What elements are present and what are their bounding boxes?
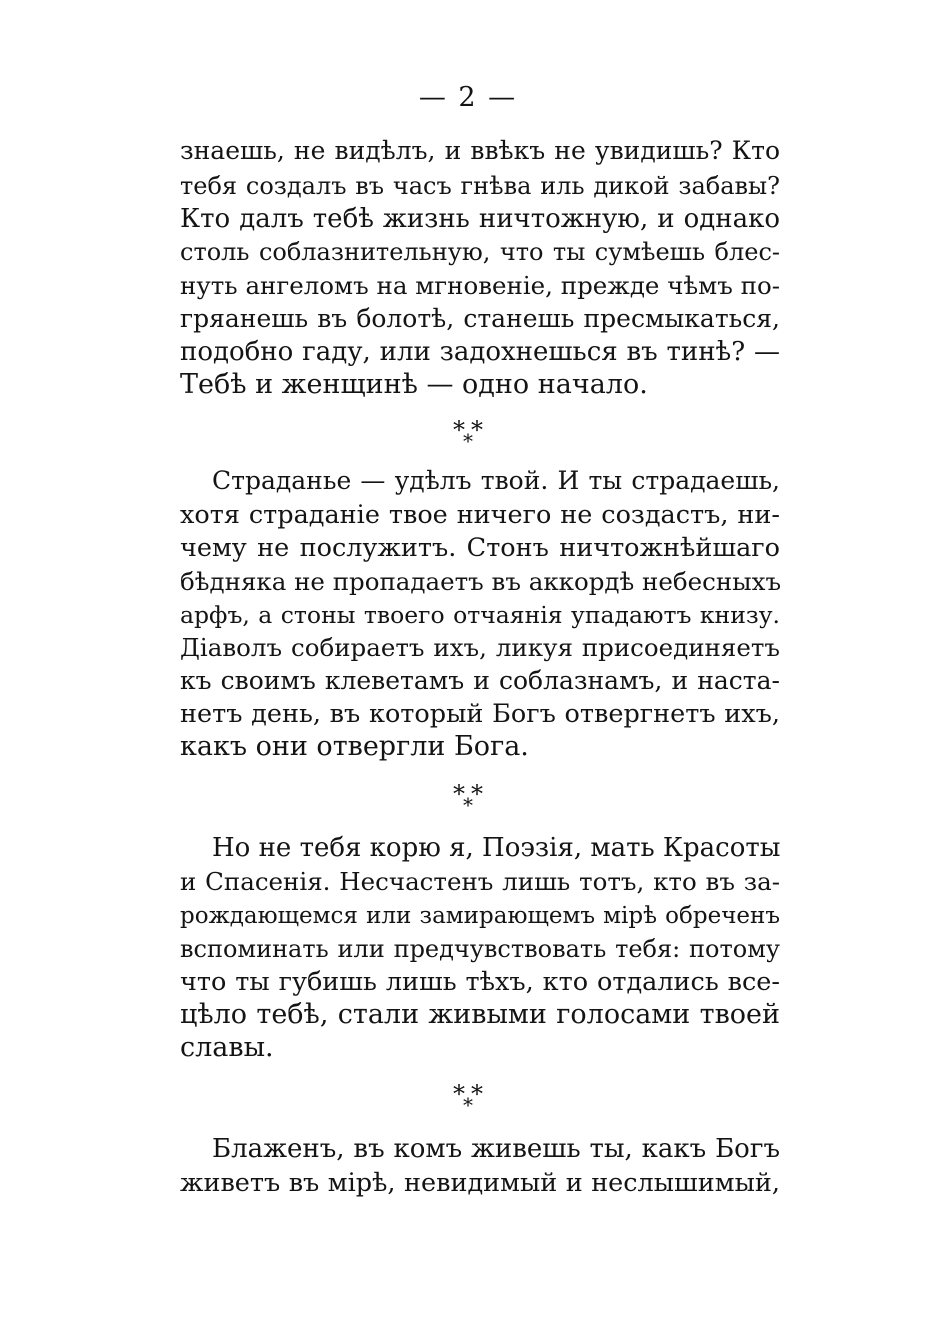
paragraph-2-line-1: Страданье — удѣлъ твой. И ты страдаешь, [212, 466, 780, 495]
section-separator: *** [453, 416, 483, 453]
paragraph-2-line-8: нетъ день, въ который Богъ отвергнетъ ихъ, [180, 699, 780, 729]
paragraph-1-line-4: столь соблазнительную, что ты сумѣешь блес- [180, 238, 780, 266]
paragraph-3-line-4: вспоминать или предчувствовать тебя: потому [180, 935, 780, 963]
paragraph-3-line-3: рождающемся или замирающемъ мірѣ обреченъ [180, 903, 780, 929]
section-separator: *** [453, 780, 483, 817]
paragraph-3-line-2: и Спасенія. Несчастенъ лишь тотъ, кто въ за- [180, 867, 780, 896]
paragraph-1-line-2: тебя создалъ въ часъ гнѣва иль дикой забавы? [180, 172, 780, 200]
paragraph-4-line-2: живетъ въ мірѣ, невидимый и неслышимый, [180, 1168, 780, 1198]
paragraph-1-line-3: Кто далъ тебѣ жизнь ничтожную, и однако [180, 204, 780, 234]
paragraph-2-line-9: какъ они отвергли Бога. [180, 731, 529, 762]
paragraph-1-line-5: нуть ангеломъ на мгновеніе, прежде чѣмъ по- [180, 271, 780, 300]
section-separator: *** [453, 1080, 483, 1117]
paragraph-1-line-6: гряанешь въ болотѣ, станешь пресмыкаться, [180, 304, 780, 333]
paragraph-2-line-4: бѣдняка не пропадаетъ въ аккордѣ небесныхъ [180, 567, 782, 596]
paragraph-2-line-5: арфъ, а стоны твоего отчаянія упадаютъ книзу. [180, 601, 780, 629]
paragraph-2-line-6: Діаволъ собираетъ ихъ, ликуя присоединяетъ [180, 633, 780, 662]
paragraph-2-line-2: хотя страданіе твое ничего не создастъ, ни- [180, 500, 780, 530]
paragraph-1-line-8: Тебѣ и женщинѣ — одно начало. [180, 369, 648, 400]
paragraph-2-line-7: къ своимъ клеветамъ и соблазнамъ, и наста- [180, 666, 780, 695]
paragraph-3-line-7: славы. [180, 1032, 274, 1063]
paragraph-3-line-1: Но не тебя корю я, Поэзія, мать Красоты [212, 833, 781, 863]
paragraph-4-line-1: Блаженъ, въ комъ живешь ты, какъ Богъ [212, 1134, 780, 1164]
paragraph-2-line-3: чему не послужитъ. Стонъ ничтожнѣйшаго [180, 533, 780, 563]
paragraph-3-line-6: цѣло тебѣ, стали живыми голосами твоей [180, 999, 780, 1030]
page-number: — 2 — [418, 82, 518, 113]
paragraph-1-line-1: знаешь, не видѣлъ, и ввѣкъ не увидишь? Кто [180, 136, 780, 165]
paragraph-1-line-7: подобно гаду, или задохнешься въ тинѣ? — [180, 337, 780, 367]
paragraph-3-line-5: что ты губишь лишь тѣхъ, кто отдались все- [180, 967, 780, 997]
